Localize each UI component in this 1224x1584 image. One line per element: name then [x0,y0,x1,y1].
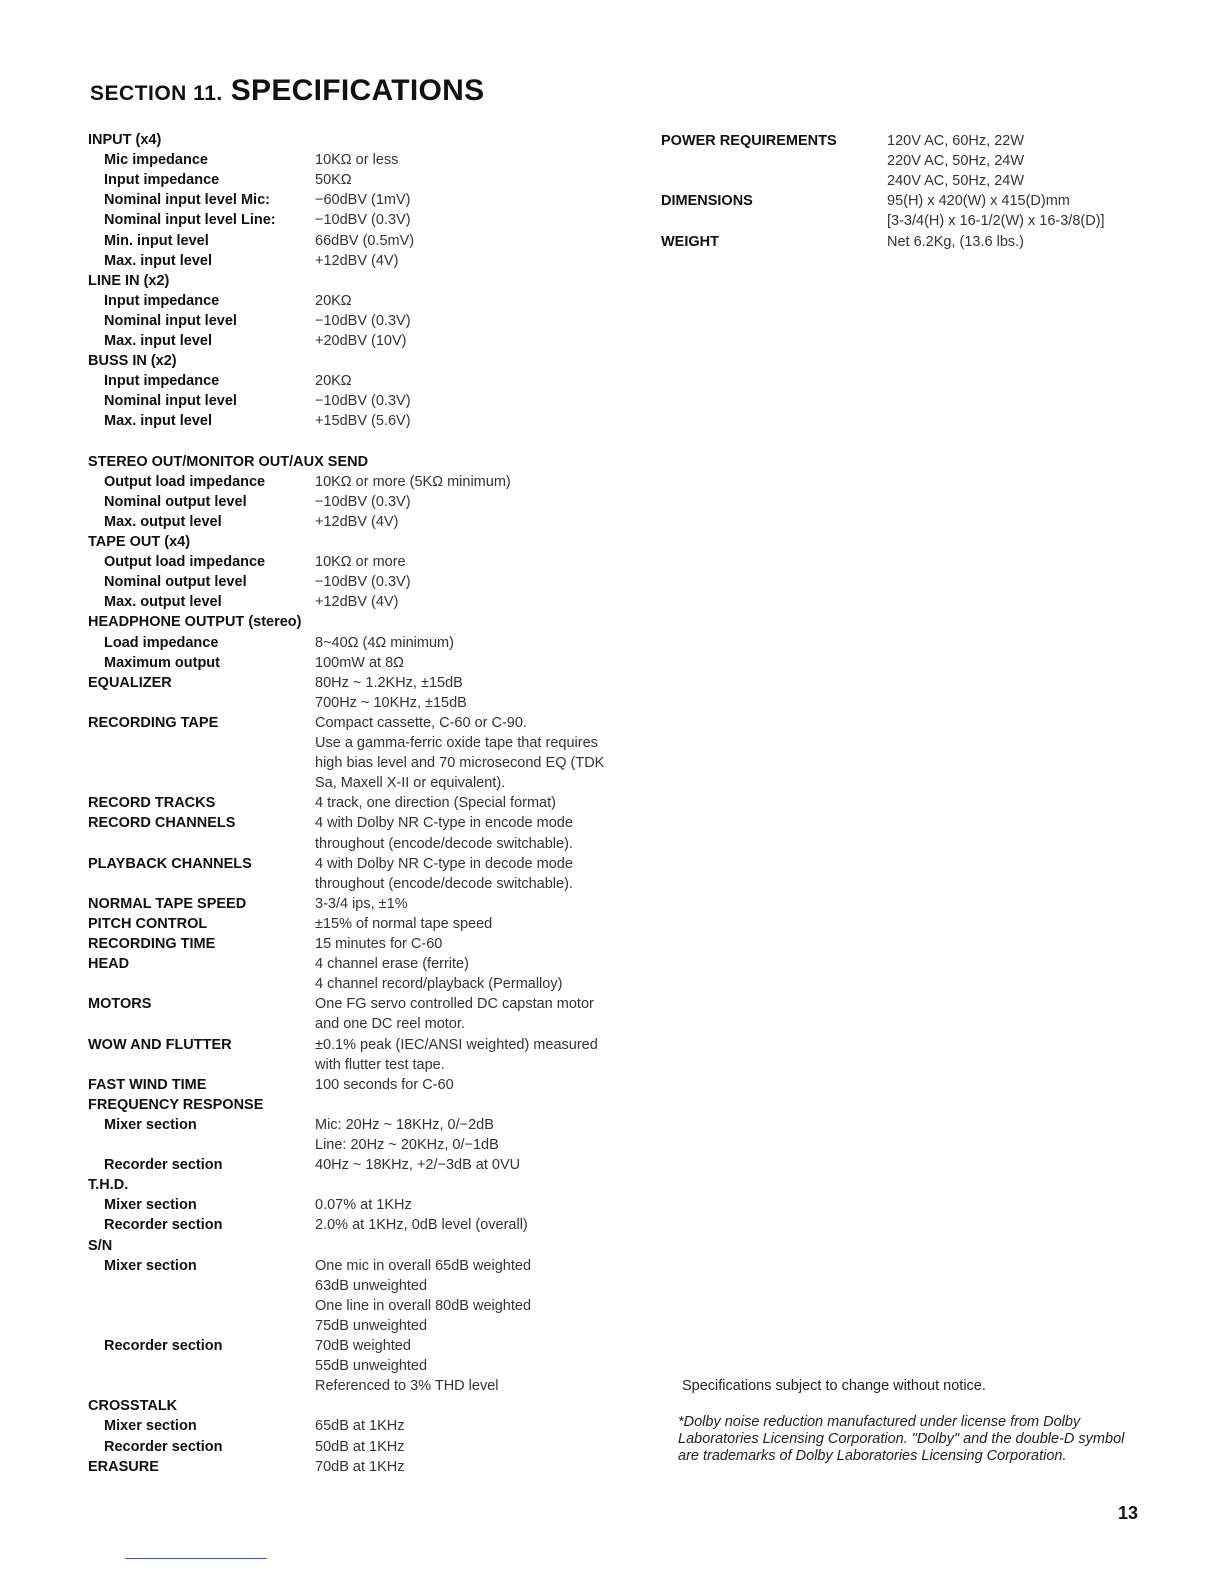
section-number: SECTION 11. [90,82,223,105]
spec-label: Nominal input level Line: [104,212,276,229]
spec-value: 8~40Ω (4Ω minimum) [315,634,454,651]
spec-label: Input impedance [104,172,220,189]
spec-label: HEADPHONE OUTPUT (stereo) [88,614,302,631]
spec-label: EQUALIZER [88,674,172,691]
spec-value: ±0.1% peak (IEC/ANSI weighted) measured [315,1036,598,1053]
spec-value: 10KΩ or less [315,152,399,169]
spec-value: 4 channel erase (ferrite) [315,956,469,973]
spec-value: 20KΩ [315,373,352,390]
spec-label: Max. output level [104,594,222,611]
spec-value: 20KΩ [315,292,352,309]
spec-label: WOW AND FLUTTER [88,1036,232,1053]
spec-value: and one DC reel motor. [315,1016,465,1033]
spec-label: RECORD TRACKS [88,795,216,812]
spec-value: +12dBV (4V) [315,513,399,530]
spec-value: 4 with Dolby NR C-type in decode mode [315,855,573,872]
spec-value: Use a gamma-ferric oxide tape that requires [315,735,598,751]
spec-label: Output load impedance [104,473,266,490]
spec-label: BUSS IN (x2) [88,353,177,370]
spec-label: Mic impedance [104,152,208,169]
spec-label: Mixer section [104,1197,197,1214]
spec-label: WEIGHT [661,233,719,250]
spec-value: +12dBV (4V) [315,594,399,611]
spec-label: Recorder section [104,1217,223,1234]
spec-value: Sa, Maxell X-II or equivalent). [315,775,506,792]
spec-value: 220V AC, 50Hz, 24W [887,153,1025,170]
spec-value: 63dB unweighted [315,1277,428,1294]
spec-value: 80Hz ~ 1.2KHz, ±15dB [315,674,463,691]
spec-value: throughout (encode/decode switchable). [315,875,573,892]
spec-label: Min. input level [104,232,209,249]
spec-label: Input impedance [104,373,220,390]
spec-value: 2.0% at 1KHz, 0dB level (overall) [315,1217,528,1234]
spec-label: Max. input level [104,252,212,269]
spec-value: −10dBV (0.3V) [315,493,411,510]
spec-label: MOTORS [88,996,152,1013]
spec-value: 10KΩ or more (5KΩ minimum) [315,473,511,490]
spec-label: PITCH CONTROL [88,915,208,932]
spec-value: 0.07% at 1KHz [315,1197,412,1214]
spec-label: POWER REQUIREMENTS [661,133,837,149]
spec-value: 95(H) x 420(W) x 415(D)mm [887,193,1070,210]
spec-label: FAST WIND TIME [88,1076,207,1093]
spec-value: 4 channel record/playback (Permalloy) [315,976,563,993]
spec-value: −10dBV (0.3V) [315,312,411,329]
spec-label: FREQUENCY RESPONSE [88,1096,264,1113]
spec-value: Mic: 20Hz ~ 18KHz, 0/−2dB [315,1116,494,1133]
section-title: SPECIFICATIONS [230,74,485,107]
spec-value: 100mW at 8Ω [315,654,405,671]
spec-value: 75dB unweighted [315,1317,428,1334]
spec-value: 120V AC, 60Hz, 22W [887,133,1025,149]
spec-value: 50dB at 1KHz [315,1438,405,1455]
spec-value: 10KΩ or more [315,554,406,571]
spec-value: 4 track, one direction (Special format) [315,795,556,812]
spec-value: Net 6.2Kg, (13.6 lbs.) [887,233,1025,250]
spec-label: Load impedance [104,634,219,651]
spec-label: Output load impedance [104,554,266,571]
spec-label: RECORD CHANNELS [88,815,236,832]
spec-label: Mixer section [104,1418,197,1435]
dolby-footnote: *Dolby noise reduction manufactured under license from Dolby Laboratories Licensing Corporation. "Dolby" and the double-D symbol are trademarks of Dolby Laboratories Licensing Corporation. [678,1414,1125,1464]
spec-label: Nominal input level [104,312,237,329]
spec-label: LINE IN (x2) [88,272,170,289]
spec-label: Mixer section [104,1116,197,1133]
spec-value: +12dBV (4V) [315,252,399,269]
spec-label: Recorder section [104,1438,223,1455]
spec-label: Maximum output [104,654,220,671]
spec-label: ERASURE [88,1458,159,1475]
spec-label: Input impedance [104,292,220,309]
spec-value: One FG servo controlled DC capstan motor [315,996,594,1013]
spec-label: T.H.D. [88,1177,129,1194]
change-notice: Specifications subject to change without notice. [682,1378,986,1394]
spec-label: Nominal output level [104,574,247,591]
spec-value: 70dB at 1KHz [315,1458,405,1475]
spec-label: Nominal output level [104,493,247,510]
spec-label: S/N [88,1237,113,1254]
spec-value: Line: 20Hz ~ 20KHz, 0/−1dB [315,1137,499,1153]
spec-value: 100 seconds for C-60 [315,1076,454,1093]
spec-value: 3-3/4 ips, ±1% [315,895,408,912]
spec-value: 70dB weighted [315,1338,411,1354]
spec-label: TAPE OUT (x4) [88,534,191,550]
spec-label: STEREO OUT/MONITOR OUT/AUX SEND [88,453,369,470]
spec-label: RECORDING TIME [88,936,216,952]
spec-value: with flutter test tape. [315,1056,445,1073]
spec-value: −10dBV (0.3V) [315,212,411,229]
spec-value: 66dBV (0.5mV) [315,232,415,249]
page-title [90,74,484,108]
spec-label: PLAYBACK CHANNELS [88,855,252,872]
spec-label: DIMENSIONS [661,193,753,210]
spec-value: 50KΩ [315,172,352,189]
spec-label: Max. input level [104,413,212,430]
spec-label: Recorder section [104,1338,223,1354]
page-number: 13 [1118,1503,1139,1523]
spec-value: 4 with Dolby NR C-type in encode mode [315,815,573,832]
spec-value: +20dBV (10V) [315,333,407,349]
spec-label: Max. output level [104,513,222,530]
spec-value: 15 minutes for C-60 [315,936,443,952]
spec-value: +15dBV (5.6V) [315,413,411,430]
spec-value: One mic in overall 65dB weighted [315,1257,532,1274]
spec-value: ±15% of normal tape speed [315,915,493,932]
spec-label: Nominal input level [104,393,237,410]
spec-label: RECORDING TAPE [88,714,219,731]
spec-value: 40Hz ~ 18KHz, +2/−3dB at 0VU [315,1157,521,1174]
spec-value: 240V AC, 50Hz, 24W [887,173,1025,190]
spec-value: −10dBV (0.3V) [315,393,411,410]
spec-value: 65dB at 1KHz [315,1418,405,1435]
spec-value: Referenced to 3% THD level [315,1378,499,1395]
spec-value: −10dBV (0.3V) [315,574,411,591]
bottom-rule [125,1558,267,1559]
spec-label: Recorder section [104,1157,223,1174]
spec-value: 55dB unweighted [315,1358,428,1375]
spec-label: HEAD [88,956,130,973]
spec-value: −60dBV (1mV) [315,192,411,209]
spec-label: CROSSTALK [88,1398,178,1415]
spec-value: throughout (encode/decode switchable). [315,835,573,852]
spec-value: high bias level and 70 microsecond EQ (TDK [315,755,605,772]
spec-value: One line in overall 80dB weighted [315,1297,532,1314]
spec-label: INPUT (x4) [88,132,162,148]
spec-value: 700Hz ~ 10KHz, ±15dB [315,694,467,711]
spec-label: NORMAL TAPE SPEED [88,895,247,912]
spec-value: [3-3/4(H) x 16-1/2(W) x 16-3/8(D)] [887,213,1105,230]
spec-label: Max. input level [104,333,212,349]
spec-label: Mixer section [104,1257,197,1274]
spec-value: Compact cassette, C-60 or C-90. [315,714,527,731]
spec-label: Nominal input level Mic: [104,192,270,209]
